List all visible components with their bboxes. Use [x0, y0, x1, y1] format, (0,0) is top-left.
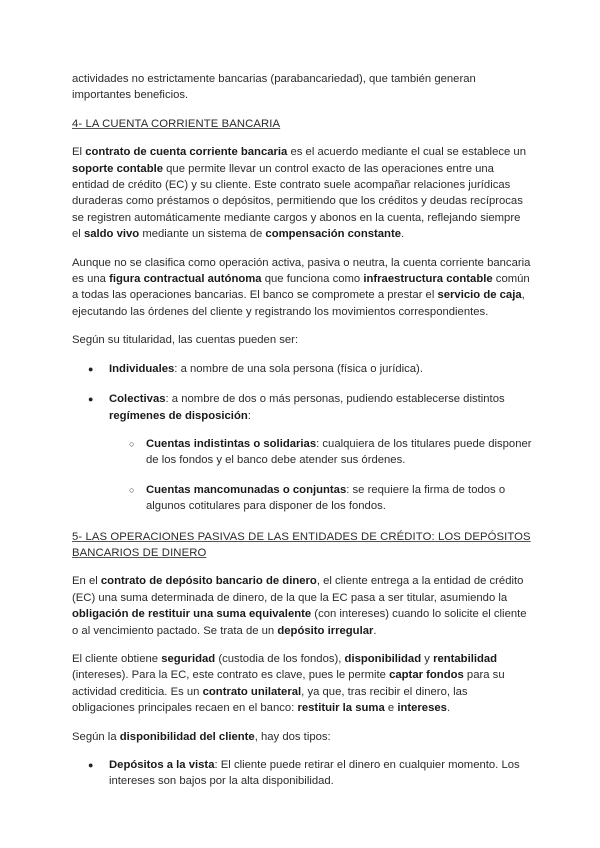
bold-term: restituir la suma [297, 702, 385, 715]
deposit-types-list [72, 757, 532, 790]
sub-item-text: Cuentas mancomunadas o conjuntas: se requiere la firma de todos o algunos cotitulares para disponer de los fondos. [146, 483, 506, 513]
sub-item-indistintas [109, 436, 532, 469]
section-5-paragraph-2: El cliente obtiene seguridad (custodia de los fondos), disponibilidad y rentabilidad (intereses). Para la EC, este contrato es clave, pues le permite captar fondos para su actividad crediticia. Es un contrato unilateral, ya que, tras recibir el dinero, las obligaciones principales recaen en el banco: restituir la suma e intereses. [72, 652, 505, 715]
bold-term: obligación de restituir una suma equivalente [72, 608, 312, 621]
section-4-paragraph-3: Según su titularidad, las cuentas pueden ser: [72, 334, 299, 347]
bold-term: intereses [397, 702, 447, 715]
list-item-depositos-vista [72, 757, 532, 790]
sub-item-text: Cuentas indistintas o solidarias: cualquiera de los titulares puede disponer de los fondos y el banco debe atender sus órdenes. [146, 437, 532, 467]
bold-term: Cuentas mancomunadas o conjuntas [146, 483, 347, 496]
bold-term: depósito irregular [277, 624, 374, 637]
sub-item-mancomunadas [109, 482, 532, 515]
list-item-individuales [72, 361, 532, 377]
list-item-text: Individuales: a nombre de una sola persona (física o jurídica). [109, 362, 423, 375]
bold-term: seguridad [161, 652, 216, 665]
list-item-text: Depósitos a la vista: El cliente puede retirar el dinero en cualquier momento. Los intereses son bajos por la alta disponibilidad. [109, 759, 520, 788]
bold-term: saldo vivo [83, 228, 140, 241]
document-body [72, 71, 532, 804]
bold-term: contrato unilateral [202, 685, 302, 698]
bold-term: Colectivas [109, 393, 166, 406]
account-types-list [72, 361, 532, 515]
bold-term: contrato de cuenta corriente bancaria [85, 146, 288, 159]
intro-paragraph: actividades no estrictamente bancarias (parabancariedad), que también generan importantes beneficios. [72, 73, 476, 102]
bold-term: Depósitos a la vista [109, 759, 215, 771]
bold-term: figura contractual autónoma [109, 273, 262, 286]
bold-term: rentabilidad [433, 652, 498, 665]
bold-term: infraestructura contable [363, 273, 493, 286]
disposition-regimes-list [109, 436, 532, 515]
bold-term: captar fondos [389, 669, 464, 682]
bold-term: Cuentas indistintas o solidarias [146, 437, 317, 450]
section-5-paragraph-1: En el contrato de depósito bancario de dinero, el cliente entrega a la entidad de crédito (EC) una suma determinada de dinero, de la que la EC pasa a ser titular, asumiendo la obligación de restituir una suma equivalente (con intereses) cuando lo solicite el cliente o al vencimiento pactado. Se trata de un depósito irregular. [72, 575, 527, 637]
bold-term: contrato de depósito bancario de dinero [100, 575, 317, 588]
section-4-paragraph-1: El contrato de cuenta corriente bancaria es el acuerdo mediante el cual se establece un soporte contable que permite llevar un control exacto de las operaciones entre una entidad de crédito (EC) y su cliente. Este contrato suele acompañar relaciones jurídicas duraderas como préstamos o depósitos, permitiendo que los créditos y deudas recíprocas se registren automáticamente mediante cargos y abonos en la cuenta, reflejando siempre el saldo vivo mediante un sistema de compensación constante. [72, 146, 526, 241]
bold-term: regímenes de disposición [109, 409, 248, 422]
bold-term: soporte contable [72, 162, 164, 175]
section-4-heading: 4- LA CUENTA CORRIENTE BANCARIA [72, 117, 281, 130]
section-4-paragraph-2: Aunque no se clasifica como operación activa, pasiva o neutra, la cuenta corriente bancaria es una figura contractual autónoma que funciona como infraestructura contable común a todas las operaciones bancarias. El banco se compromete a prestar el servicio de caja, ejecutando las órdenes del cliente y registrando los movimientos correspondientes. [72, 256, 531, 318]
section-5-heading: 5- LAS OPERACIONES PASIVAS DE LAS ENTIDADES DE CRÉDITO: LOS DEPÓSITOS BANCARIOS DE DINERO [72, 530, 531, 559]
list-item-colectivas [72, 391, 532, 514]
bold-term: disponibilidad [344, 652, 422, 665]
bold-term: compensación constante [265, 228, 402, 241]
list-item-text: Colectivas: a nombre de dos o más personas, pudiendo establecerse distintos regímenes de disposición: [109, 393, 505, 422]
bold-term: servicio de caja [437, 289, 522, 302]
bold-term: Individuales [109, 362, 175, 375]
section-5-paragraph-3: Según la disponibilidad del cliente, hay dos tipos: [72, 730, 331, 743]
bold-term: disponibilidad del cliente [119, 730, 255, 743]
